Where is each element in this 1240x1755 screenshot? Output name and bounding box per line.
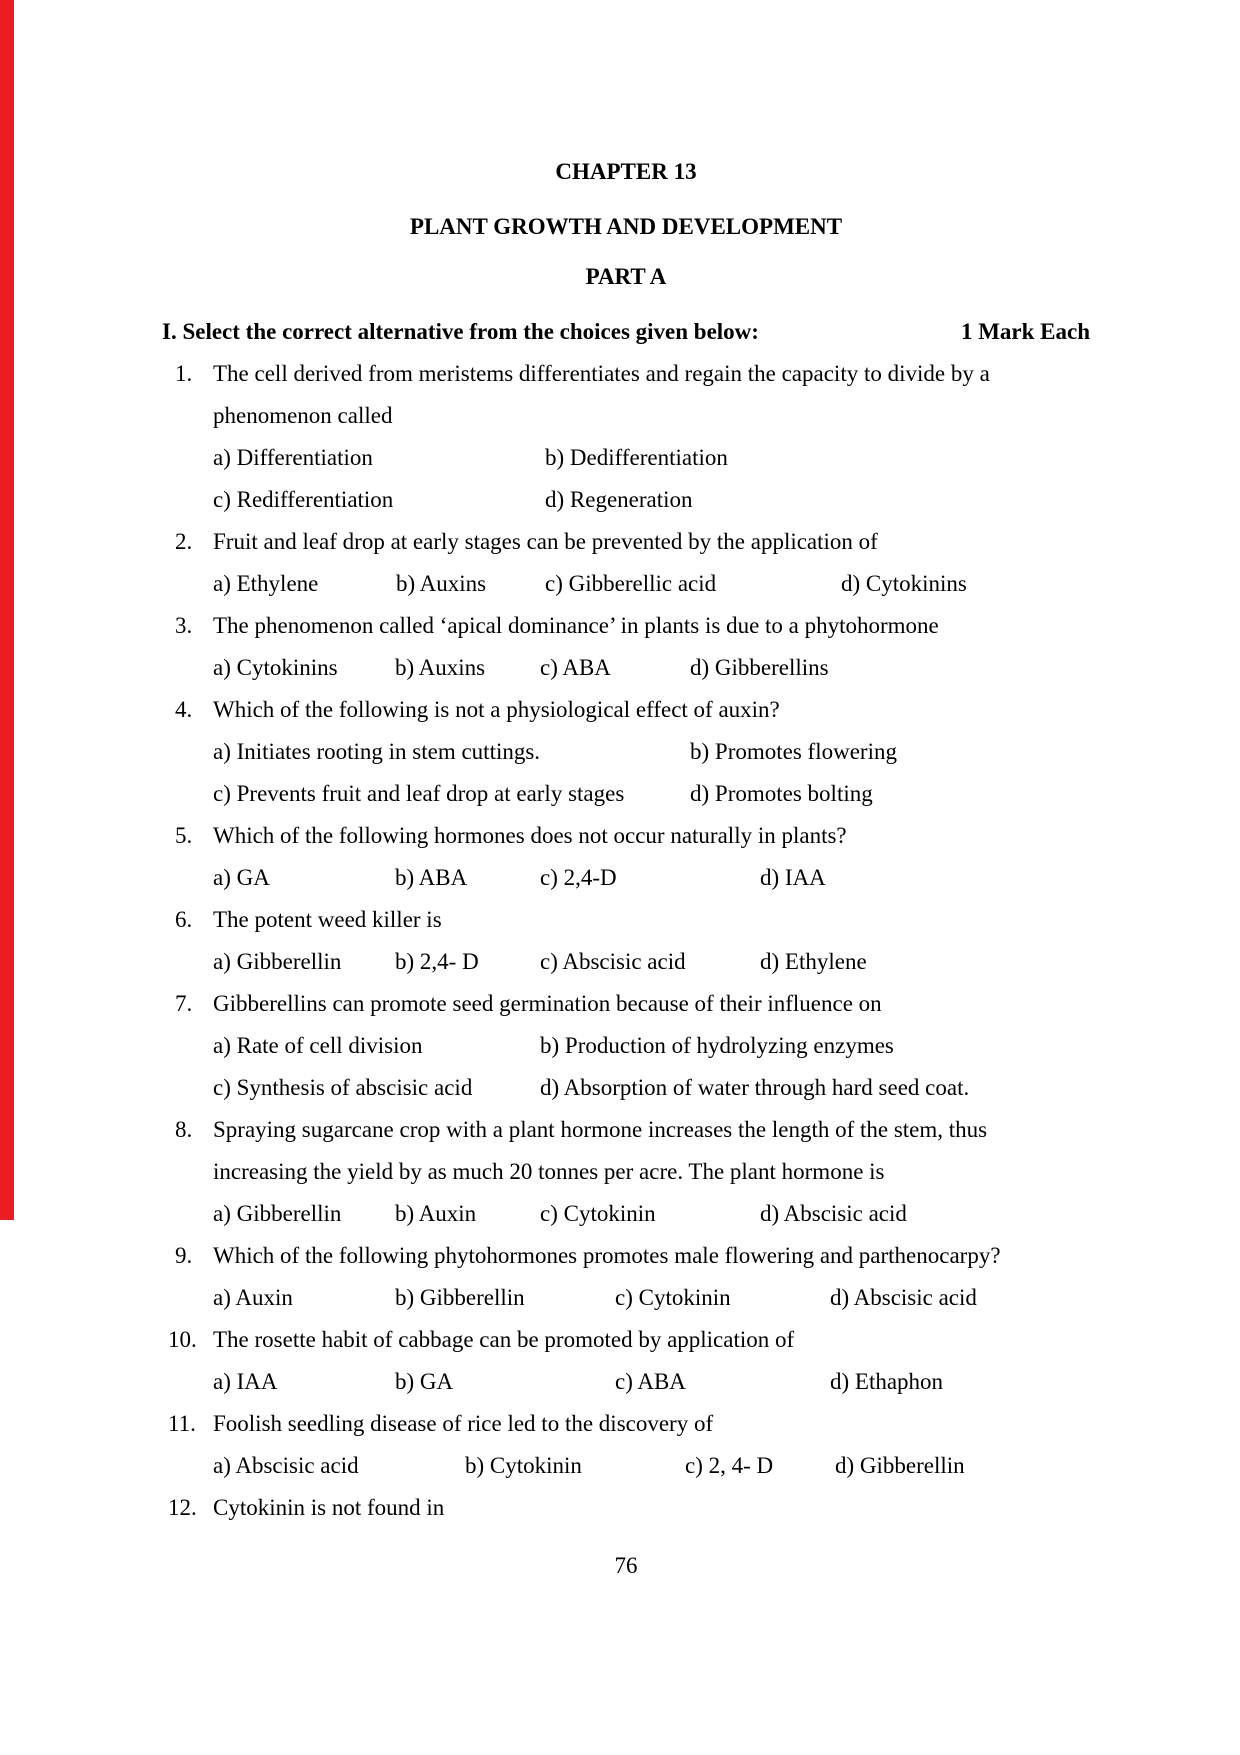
question-number: 6. [175, 907, 193, 932]
option-row [162, 437, 1090, 479]
page-number: 76 [614, 1553, 638, 1578]
option-cell: d) Promotes bolting [690, 781, 873, 806]
question-line [162, 521, 1090, 563]
question-list [162, 353, 1090, 1529]
question-number: 7. [175, 991, 193, 1016]
option-cell: a) Cytokinins [213, 655, 338, 680]
question-block [162, 1235, 1090, 1319]
question-line [162, 1319, 1090, 1361]
question-number-spacer [175, 1193, 213, 1235]
option-cell: c) Cytokinin [615, 1285, 731, 1310]
question-number-spacer [168, 1445, 213, 1487]
option-cell: d) Absorption of water through hard seed coat. [540, 1075, 970, 1100]
option-row [162, 1445, 1090, 1487]
option-cell: a) Rate of cell division [213, 1033, 423, 1058]
question-block [162, 689, 1090, 815]
option-cell: d) IAA [760, 865, 826, 890]
option-cell: b) Promotes flowering [690, 739, 897, 764]
option-cell: c) Gibberellic acid [545, 571, 717, 596]
question-number: 10. [168, 1327, 197, 1352]
option-cell: a) Differentiation [213, 445, 373, 470]
question-number-spacer [175, 1277, 213, 1319]
question-number-spacer [175, 857, 213, 899]
section-instruction-row [162, 311, 1090, 353]
option-row [162, 773, 1090, 815]
option-cell: b) Cytokinin [465, 1453, 582, 1478]
question-number-spacer [175, 773, 213, 815]
question-line [162, 1109, 1090, 1151]
option-cell: a) Gibberellin [213, 949, 342, 974]
option-cell: b) 2,4- D [395, 949, 479, 974]
option-cell: a) Ethylene [213, 571, 319, 596]
option-cell: a) IAA [213, 1369, 278, 1394]
option-row [162, 857, 1090, 899]
question-line [162, 983, 1090, 1025]
marks-label: 1 Mark Each [960, 319, 1090, 344]
question-text: phenomenon called [213, 403, 393, 428]
option-cell: c) ABA [615, 1369, 686, 1394]
question-line [162, 1487, 1090, 1529]
option-cell: c) Synthesis of abscisic acid [213, 1075, 473, 1100]
question-line [162, 815, 1090, 857]
question-text: The rosette habit of cabbage can be promoted by application of [213, 1327, 795, 1352]
question-text: The cell derived from meristems differentiates and regain the capacity to divide by a [213, 361, 990, 386]
question-number-spacer [175, 647, 213, 689]
question-block [162, 815, 1090, 899]
option-row [162, 1193, 1090, 1235]
question-number-spacer [175, 731, 213, 773]
option-cell: a) Abscisic acid [213, 1453, 359, 1478]
option-cell: b) Auxin [395, 1201, 477, 1226]
question-line [162, 1151, 1090, 1193]
option-cell: a) Gibberellin [213, 1201, 342, 1226]
chapter-heading: CHAPTER 13 [555, 159, 697, 184]
question-line [162, 605, 1090, 647]
question-text: Foolish seedling disease of rice led to the discovery of [213, 1411, 714, 1436]
question-number: 2. [175, 529, 193, 554]
option-cell: a) Auxin [213, 1285, 293, 1310]
option-cell: b) Production of hydrolyzing enzymes [540, 1033, 894, 1058]
section-instruction: I. Select the correct alternative from the choices given below: [162, 319, 759, 344]
question-text: Spraying sugarcane crop with a plant hormone increases the length of the stem, thus [213, 1117, 988, 1142]
option-row [162, 563, 1090, 605]
document-title: PLANT GROWTH AND DEVELOPMENT [409, 214, 843, 239]
option-cell: c) Abscisic acid [540, 949, 686, 974]
option-cell: b) ABA [395, 865, 468, 890]
question-block [162, 605, 1090, 689]
question-text: increasing the yield by as much 20 tonnes per acre. The plant hormone is [213, 1159, 885, 1184]
option-cell: b) GA [395, 1369, 454, 1394]
question-line [162, 395, 1090, 437]
question-number: 3. [175, 613, 193, 638]
question-number: 1. [175, 361, 193, 386]
option-cell: a) GA [213, 865, 270, 890]
option-cell: a) Initiates rooting in stem cuttings. [213, 739, 541, 764]
document-page [162, 0, 1090, 1587]
option-row [162, 647, 1090, 689]
question-number-spacer [175, 1025, 213, 1067]
question-number-spacer [175, 941, 213, 983]
question-text: Which of the following phytohormones promotes male flowering and parthenocarpy? [213, 1243, 1001, 1268]
option-cell: d) Gibberellin [835, 1453, 965, 1478]
option-cell: d) Gibberellins [690, 655, 829, 680]
question-block [162, 1487, 1090, 1529]
option-cell: d) Ethylene [760, 949, 867, 974]
question-text: Gibberellins can promote seed germination because of their influence on [213, 991, 882, 1016]
option-row [162, 1361, 1090, 1403]
question-text: The phenomenon called ‘apical dominance’ in plants is due to a phytohormone [213, 613, 939, 638]
question-block [162, 1319, 1090, 1403]
question-number: 12. [168, 1495, 197, 1520]
question-number-spacer [175, 437, 213, 479]
option-cell: d) Ethaphon [830, 1369, 944, 1394]
question-line [162, 1235, 1090, 1277]
question-number: 11. [168, 1411, 196, 1436]
question-number-spacer [175, 1151, 213, 1193]
question-text: Which of the following hormones does not occur naturally in plants? [213, 823, 847, 848]
question-line [162, 1403, 1090, 1445]
question-block [162, 983, 1090, 1109]
option-cell: b) Auxins [396, 571, 487, 596]
question-block [162, 1109, 1090, 1235]
question-number-spacer [175, 563, 213, 605]
part-heading: PART A [585, 264, 667, 289]
option-cell: c) Redifferentiation [213, 487, 394, 512]
option-cell: b) Auxins [395, 655, 486, 680]
option-cell: b) Dedifferentiation [545, 445, 728, 470]
question-number: 4. [175, 697, 193, 722]
question-text: Fruit and leaf drop at early stages can be prevented by the application of [213, 529, 878, 554]
question-text: The potent weed killer is [213, 907, 442, 932]
option-cell: d) Abscisic acid [830, 1285, 977, 1310]
option-cell: d) Regeneration [545, 487, 693, 512]
question-number-spacer [175, 479, 213, 521]
question-text: Which of the following is not a physiological effect of auxin? [213, 697, 780, 722]
option-cell: c) 2, 4- D [685, 1453, 774, 1478]
question-block [162, 1403, 1090, 1487]
option-row [162, 941, 1090, 983]
question-line [162, 899, 1090, 941]
question-block [162, 899, 1090, 983]
question-line [162, 353, 1090, 395]
option-cell: c) Prevents fruit and leaf drop at early stages [213, 781, 625, 806]
option-cell: c) ABA [540, 655, 611, 680]
question-number-spacer [168, 1361, 213, 1403]
option-cell: d) Cytokinins [841, 571, 967, 596]
question-text: Cytokinin is not found in [213, 1495, 445, 1520]
question-block [162, 521, 1090, 605]
question-number: 9. [175, 1243, 193, 1268]
left-edge-stripe [0, 0, 14, 1220]
question-number-spacer [175, 395, 213, 437]
question-number-spacer [175, 1067, 213, 1109]
option-row [162, 1277, 1090, 1319]
option-cell: c) Cytokinin [540, 1201, 656, 1226]
question-number: 5. [175, 823, 193, 848]
question-number: 8. [175, 1117, 193, 1142]
option-row [162, 1067, 1090, 1109]
option-row [162, 479, 1090, 521]
option-cell: b) Gibberellin [395, 1285, 525, 1310]
option-row [162, 1025, 1090, 1067]
option-cell: c) 2,4-D [540, 865, 617, 890]
option-row [162, 731, 1090, 773]
option-cell: d) Abscisic acid [760, 1201, 907, 1226]
question-line [162, 689, 1090, 731]
question-block [162, 353, 1090, 521]
